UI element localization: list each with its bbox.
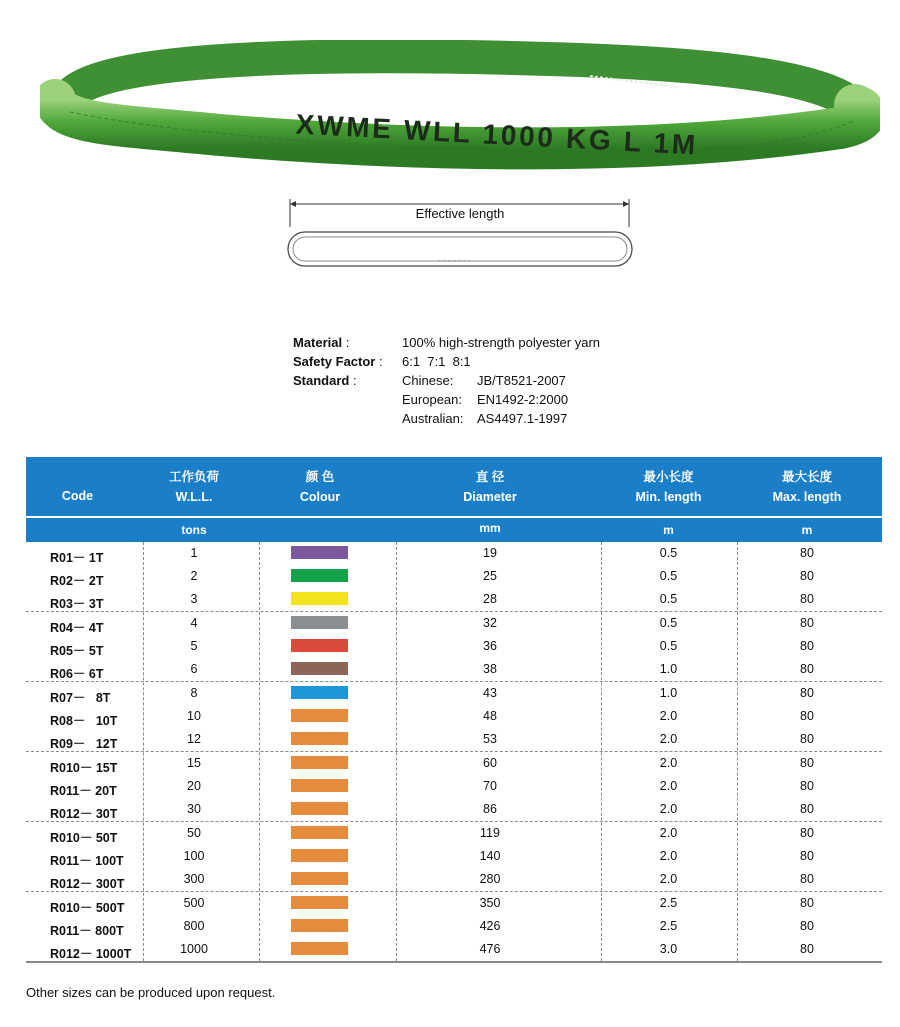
row-min-length: 2.0: [659, 826, 678, 840]
specification-table: [26, 457, 882, 963]
row-code: R05－ 5T: [50, 644, 104, 658]
table-row: [26, 682, 882, 705]
row-min-length: 2.5: [659, 919, 678, 933]
row-code: R07－ 8T: [50, 691, 111, 705]
row-min-length: 1.0: [659, 686, 678, 700]
footnote: Other sizes can be produced upon request.: [26, 985, 276, 1000]
row-max-length: 80: [800, 569, 814, 583]
colour-swatch: [291, 686, 348, 699]
row-diameter: 19: [483, 546, 497, 560]
row-min-length: 2.0: [659, 732, 678, 746]
row-min-length: 2.0: [659, 849, 678, 863]
row-diameter: 140: [479, 849, 501, 863]
row-code: R01－ 1T: [50, 551, 104, 565]
row-diameter: 476: [479, 942, 501, 956]
product-sling-image: [40, 40, 880, 170]
colour-swatch: [291, 802, 348, 815]
row-min-length: 0.5: [659, 616, 678, 630]
row-wll: 10: [187, 709, 201, 723]
material-label: Material: [293, 335, 343, 350]
row-diameter: 86: [483, 802, 497, 816]
header-code: Code: [61, 489, 94, 503]
row-code: R010－ 50T: [50, 831, 118, 845]
row-diameter: 25: [483, 569, 497, 583]
colour-swatch: [291, 709, 348, 722]
row-diameter: 280: [479, 872, 501, 886]
row-wll: 30: [187, 802, 201, 816]
row-code: R010－ 500T: [50, 901, 125, 915]
colour-swatch: [291, 732, 348, 745]
row-code: R09－ 12T: [50, 737, 118, 751]
row-diameter: 53: [483, 732, 497, 746]
row-max-length: 80: [800, 779, 814, 793]
standard-line: European: EN1492-2:2000: [402, 392, 569, 407]
row-max-length: 80: [800, 546, 814, 560]
row-diameter: 350: [479, 896, 501, 910]
colour-swatch: [291, 662, 348, 675]
effective-length-label: Effective length: [415, 206, 505, 221]
colour-swatch: [291, 779, 348, 792]
colour-swatch: [291, 756, 348, 769]
row-max-length: 80: [800, 872, 814, 886]
table-row: [26, 775, 882, 798]
row-wll: 500: [183, 896, 205, 910]
table-row: [26, 845, 882, 868]
row-wll: 20: [187, 779, 201, 793]
row-wll: 50: [187, 826, 201, 840]
header-colour: 颜 色 Colour: [299, 469, 341, 504]
row-wll: 4: [190, 616, 198, 630]
row-wll: 8: [190, 686, 198, 700]
row-code: R012－ 1000T: [50, 947, 132, 961]
row-min-length: 2.0: [659, 709, 678, 723]
colour-swatch: [291, 616, 348, 629]
row-wll: 100: [183, 849, 205, 863]
row-code: R03－ 3T: [50, 597, 104, 611]
row-code: R012－ 30T: [50, 807, 118, 821]
colour-swatch: [291, 592, 348, 605]
header-diameter: 直 径 Diameter: [463, 469, 517, 504]
unit-max-length: m: [801, 523, 813, 537]
safety-factor-label: Safety Factor: [293, 354, 376, 369]
colour-swatch: [291, 826, 348, 839]
row-code: R010－ 15T: [50, 761, 118, 775]
row-diameter: 43: [483, 686, 497, 700]
row-min-length: 0.5: [659, 592, 678, 606]
row-max-length: 80: [800, 639, 814, 653]
table-row: [26, 705, 882, 728]
table-row: [26, 798, 882, 822]
safety-factor-value: 6:1 7:1 8:1: [402, 354, 471, 369]
unit-diameter: mm: [479, 521, 501, 535]
colour-swatch: [291, 849, 348, 862]
row-max-length: 80: [800, 849, 814, 863]
row-wll: 3: [190, 592, 198, 606]
row-code: R012－ 300T: [50, 877, 125, 891]
row-code: R011－ 20T: [50, 784, 117, 798]
row-min-length: 2.0: [659, 872, 678, 886]
row-min-length: 2.0: [659, 802, 678, 816]
row-max-length: 80: [800, 919, 814, 933]
table-row: [26, 938, 882, 961]
table-header: [26, 457, 882, 516]
spec-standard: Standard : Chinese: JB/T8521-2007 European: EN1492-2:2000 Australian: AS4497.1-1997: [293, 373, 569, 426]
table-row: [26, 542, 882, 565]
unit-min-length: m: [663, 523, 674, 537]
colour-swatch: [291, 896, 348, 909]
table-row: [26, 635, 882, 658]
row-min-length: 0.5: [659, 546, 678, 560]
row-max-length: 80: [800, 896, 814, 910]
row-min-length: 1.0: [659, 662, 678, 676]
row-code: R08－ 10T: [50, 714, 118, 728]
row-min-length: 2.0: [659, 756, 678, 770]
row-max-length: 80: [800, 802, 814, 816]
row-diameter: 426: [479, 919, 501, 933]
row-max-length: 80: [800, 686, 814, 700]
standard-line: Chinese: JB/T8521-2007: [402, 373, 566, 388]
spec-material: Material : 100% high-strength polyester yarn: [293, 335, 601, 350]
header-max-length: 最大长度 Max. length: [772, 469, 842, 504]
sling-printed-text: XWME WLL 1000 KG L 1M: [294, 108, 697, 161]
header-wll: 工作负荷 W.L.L.: [168, 469, 219, 504]
row-wll: 300: [183, 872, 205, 886]
row-diameter: 119: [480, 826, 500, 840]
row-wll: 800: [183, 919, 205, 933]
table-units-row: [26, 516, 882, 542]
row-max-length: 80: [800, 592, 814, 606]
row-code: R04－ 4T: [50, 621, 104, 635]
row-diameter: 48: [483, 709, 497, 723]
row-diameter: 60: [483, 756, 497, 770]
row-max-length: 80: [800, 826, 814, 840]
table-row: [26, 915, 882, 938]
row-code: R06－ 6T: [50, 667, 104, 681]
row-code: R011－ 800T: [50, 924, 124, 938]
table-row: [26, 868, 882, 892]
row-wll: 5: [190, 639, 198, 653]
row-wll: 15: [187, 756, 201, 770]
row-code: R011－ 100T: [50, 854, 124, 868]
colour-swatch: [291, 919, 348, 932]
table-row: [26, 658, 882, 682]
row-max-length: 80: [800, 732, 814, 746]
colour-swatch: [291, 872, 348, 885]
row-diameter: 28: [483, 592, 497, 606]
row-min-length: 2.0: [659, 779, 678, 793]
row-max-length: 80: [800, 756, 814, 770]
table-row: [26, 612, 882, 635]
row-max-length: 80: [800, 616, 814, 630]
row-diameter: 38: [483, 662, 497, 676]
row-min-length: 3.0: [659, 942, 678, 956]
row-code: R02－ 2T: [50, 574, 104, 588]
spec-safety-factor: Safety Factor : 6:1 7:1 8:1: [293, 354, 471, 369]
colour-swatch: [291, 546, 348, 559]
row-wll: 1: [190, 546, 198, 560]
row-min-length: 0.5: [659, 569, 678, 583]
table-row: [26, 728, 882, 752]
row-wll: 1000: [180, 942, 208, 956]
colour-swatch: [291, 569, 348, 582]
row-wll: 2: [190, 569, 198, 583]
row-diameter: 36: [483, 639, 497, 653]
row-wll: 12: [187, 732, 201, 746]
row-max-length: 80: [800, 662, 814, 676]
specifications: [293, 333, 600, 428]
effective-length-diagram: [280, 195, 640, 275]
table-row: [26, 752, 882, 775]
header-min-length: 最小长度 Min. length: [635, 469, 702, 504]
table-row: [26, 565, 882, 588]
table-row: [26, 892, 882, 915]
row-diameter: 70: [483, 779, 497, 793]
standard-label: Standard: [293, 373, 350, 388]
row-min-length: 0.5: [659, 639, 678, 653]
row-min-length: 2.5: [659, 896, 678, 910]
table-row: [26, 822, 882, 845]
colour-swatch: [291, 639, 348, 652]
table-body: [26, 542, 882, 963]
unit-wll: tons: [181, 523, 207, 537]
colour-swatch: [291, 942, 348, 955]
row-diameter: 32: [483, 616, 497, 630]
row-max-length: 80: [800, 709, 814, 723]
row-max-length: 80: [800, 942, 814, 956]
row-wll: 6: [190, 662, 198, 676]
standard-line: Australian: AS4497.1-1997: [402, 411, 568, 426]
material-value: 100% high-strength polyester yarn: [402, 335, 601, 350]
table-row: [26, 588, 882, 612]
